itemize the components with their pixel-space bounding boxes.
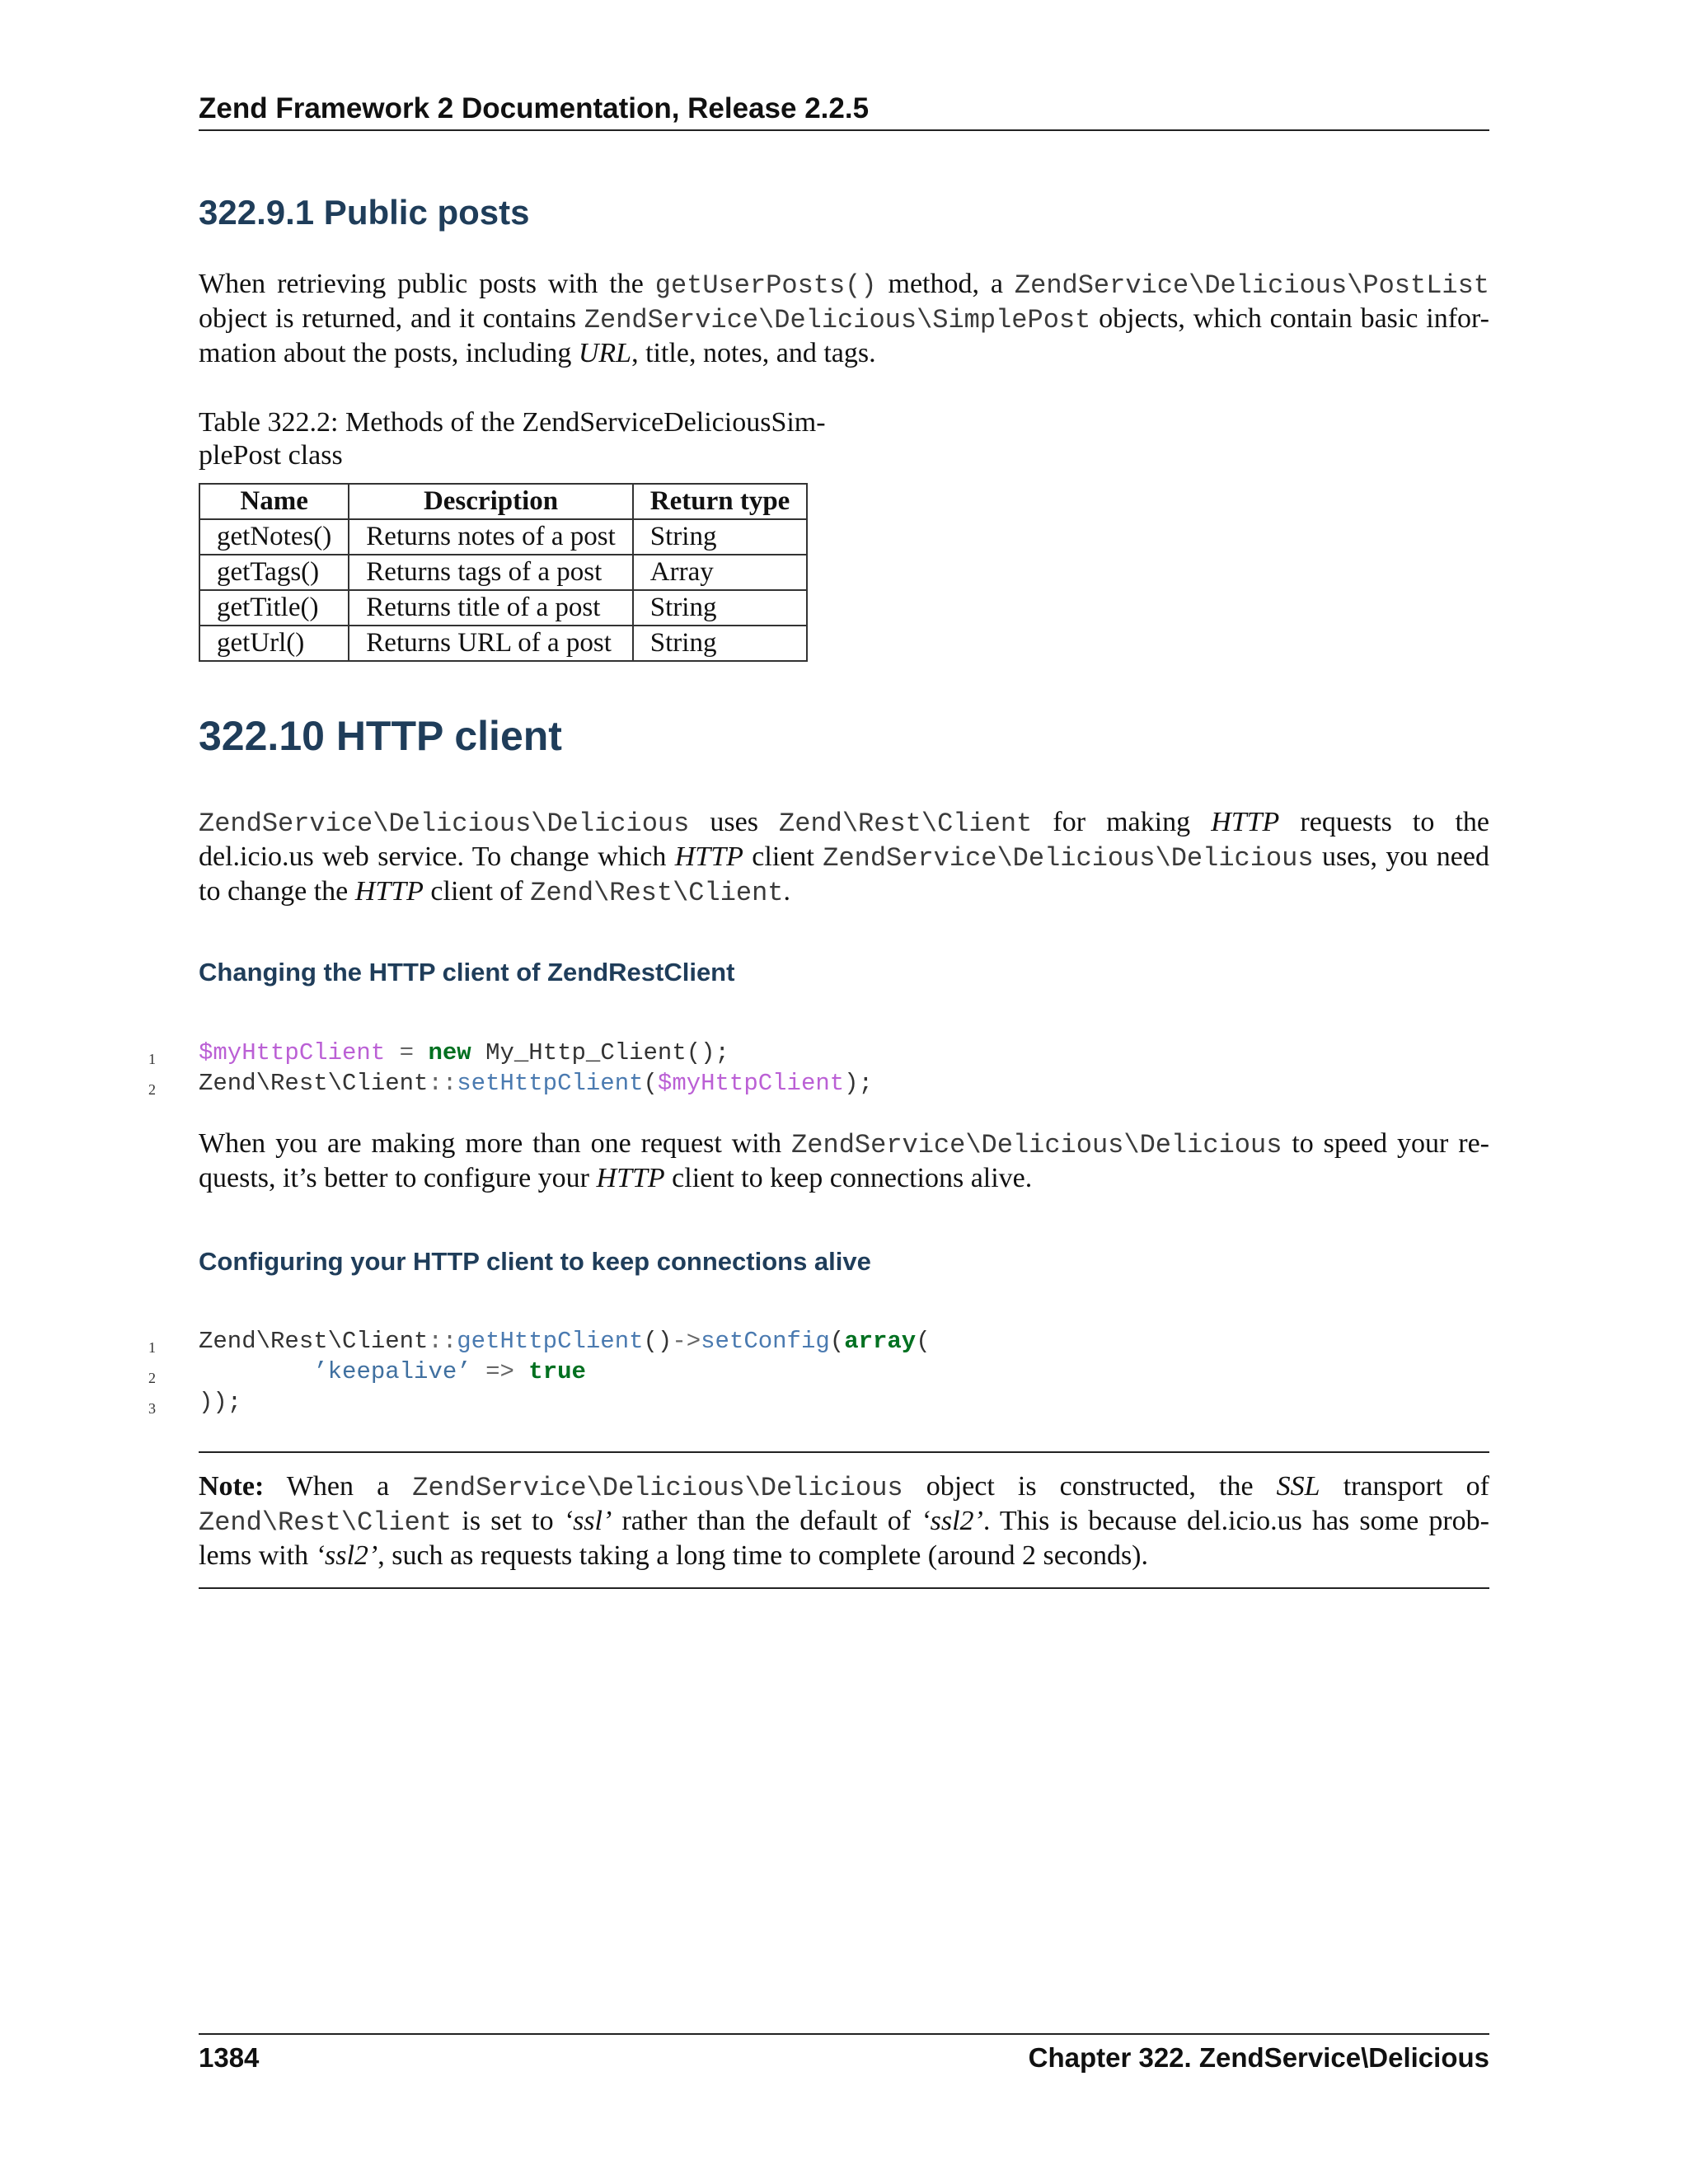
text-run: client of [423,876,531,907]
table-cell: Returns notes of a post [349,519,632,555]
code-token: -> [672,1328,701,1355]
table-cell: getNotes() [199,519,349,555]
inline-code: ZendService\Delicious\Delicious [412,1473,903,1503]
table-cell: getUrl() [199,626,349,661]
table-cell: String [633,519,808,555]
code-text [199,1038,729,1068]
code-token: true [528,1358,586,1385]
table-header-row [199,484,807,519]
italic-text: HTTP [354,876,424,907]
table-header-cell: Name [199,484,349,519]
inline-code: getUserPosts() [654,270,877,301]
code-token: getHttpClient [457,1328,644,1355]
text-run: , title, notes, and tags. [631,338,876,368]
code-text [199,1357,586,1387]
table-cell: getTitle() [199,590,349,626]
inline-code: Zend\Rest\Client [199,1507,452,1538]
code-token: () [643,1328,673,1355]
table-row [199,626,807,661]
inline-code: ZendService\Delicious\Delicious [199,808,690,839]
inline-code: ZendService\Delicious\Delicious [823,843,1314,874]
code-token: :: [428,1070,457,1097]
chapter-title: Chapter 322. ZendService\Delicious [1028,2042,1489,2073]
text-run: for making [1032,807,1212,837]
italic-text: HTTP [596,1163,665,1193]
line-number: 1 [148,1051,156,1067]
example-title-keepalive: Configuring your HTTP client to keep connections alive [199,1247,871,1276]
section-heading-http-client: 322.10 HTTP client [199,713,562,759]
code-token: )); [199,1389,242,1416]
text-run: . This is because del.icio.us has some prob-lems with [199,1506,1489,1571]
text-run: , such as requests taking a long time to complete (around 2 seconds). [377,1540,1149,1571]
code-token: ); [844,1070,873,1097]
code-text [199,1387,241,1418]
text-run: When a [264,1471,413,1502]
page-number: 1384 [199,2042,260,2073]
text-run: object is constructed, the [903,1471,1277,1502]
table-row [199,519,807,555]
table-header-cell: Description [349,484,632,519]
code-token: ( [643,1070,658,1097]
footer-rule [199,2033,1489,2035]
code-token: Zend\Rest\Client [199,1070,429,1097]
text-run: object is returned, and it contains [199,303,584,334]
code-text [199,1068,873,1099]
inline-code: ZendService\Delicious\SimplePost [584,305,1091,335]
note-box [199,1470,1489,1572]
section-heading-public-posts: 322.9.1 Public posts [199,193,530,232]
code-token: = [385,1039,429,1066]
inline-code: Zend\Rest\Client [779,808,1033,839]
code-token: new [428,1039,471,1066]
table-cell: String [633,626,808,661]
italic-text: HTTP [1211,807,1280,837]
text-run: method, a [876,269,1015,299]
table-cell: String [633,590,808,626]
text-run: uses [689,807,780,837]
paragraph-public-posts [199,268,1489,370]
inline-code: Zend\Rest\Client [530,878,784,908]
text-run: When retrieving public posts with the [199,269,655,299]
code-token: Zend\Rest\Client [199,1328,429,1355]
inline-code: ZendService\Delicious\Delicious [791,1130,1282,1160]
table-row [199,590,807,626]
text-run: . [783,876,790,907]
italic-text: URL [578,338,632,368]
table-cell: Returns URL of a post [349,626,632,661]
line-number: 2 [148,1081,156,1098]
table-cell: Returns title of a post [349,590,632,626]
italic-text: ‘ssl2’ [921,1506,983,1536]
text-run: uses, you need to change the [199,841,1489,907]
italic-text: HTTP [674,841,743,872]
header-rule [199,129,1489,131]
code-token: => [471,1358,529,1385]
table-cell: Returns tags of a post [349,555,632,590]
code-token [199,1358,313,1385]
example-title-change-client: Changing the HTTP client of ZendRestClient [199,958,735,987]
table-row [199,555,807,590]
code-token: :: [428,1328,457,1355]
text-run: to speed your re-quests, it’s better to configure your [199,1128,1489,1193]
line-number: 1 [148,1339,156,1356]
italic-text: ‘ssl2’ [315,1540,378,1571]
text-run: objects, which contain basic infor-mation about the posts, including [199,303,1489,368]
paragraph-http-client [199,806,1489,910]
line-number: 3 [148,1400,156,1417]
italic-text: SSL [1276,1471,1320,1502]
table-caption: Table 322.2: Methods of the ZendServiceDeliciousSim-plePost class [199,407,826,471]
note-bottom-rule [199,1587,1489,1589]
text-run: When you are making more than one request with [199,1128,792,1159]
note-label: Note: [199,1471,265,1502]
code-token: setConfig [701,1328,830,1355]
methods-table [199,483,808,662]
code-token: $myHttpClient [199,1039,386,1066]
line-number: 2 [148,1370,156,1386]
table-cell: Array [633,555,808,590]
text-run: transport of [1320,1471,1489,1502]
text-run: client to keep connections alive. [664,1163,1033,1193]
code-text [199,1326,931,1357]
running-header: Zend Framework 2 Documentation, Release 2.2.5 [199,92,870,124]
text-run: is set to [452,1506,564,1536]
code-token: setHttpClient [457,1070,644,1097]
code-token: array [844,1328,917,1355]
note-top-rule [199,1451,1489,1453]
text-run: client [743,841,823,872]
italic-text: ‘ssl’ [563,1506,612,1536]
paragraph-keepalive [199,1127,1489,1195]
inline-code: ZendService\Delicious\PostList [1014,270,1489,301]
table-header-cell: Return type [633,484,808,519]
text-run: requests to the del.icio.us web service. To change which [199,807,1489,872]
code-token: My_Http_Client(); [471,1039,729,1066]
text-run: rather than the default of [612,1506,921,1536]
code-token: ( [916,1328,931,1355]
table-cell: getTags() [199,555,349,590]
code-token: $myHttpClient [657,1070,845,1097]
code-token: ( [829,1328,845,1355]
code-token: ’keepalive’ [313,1358,471,1385]
